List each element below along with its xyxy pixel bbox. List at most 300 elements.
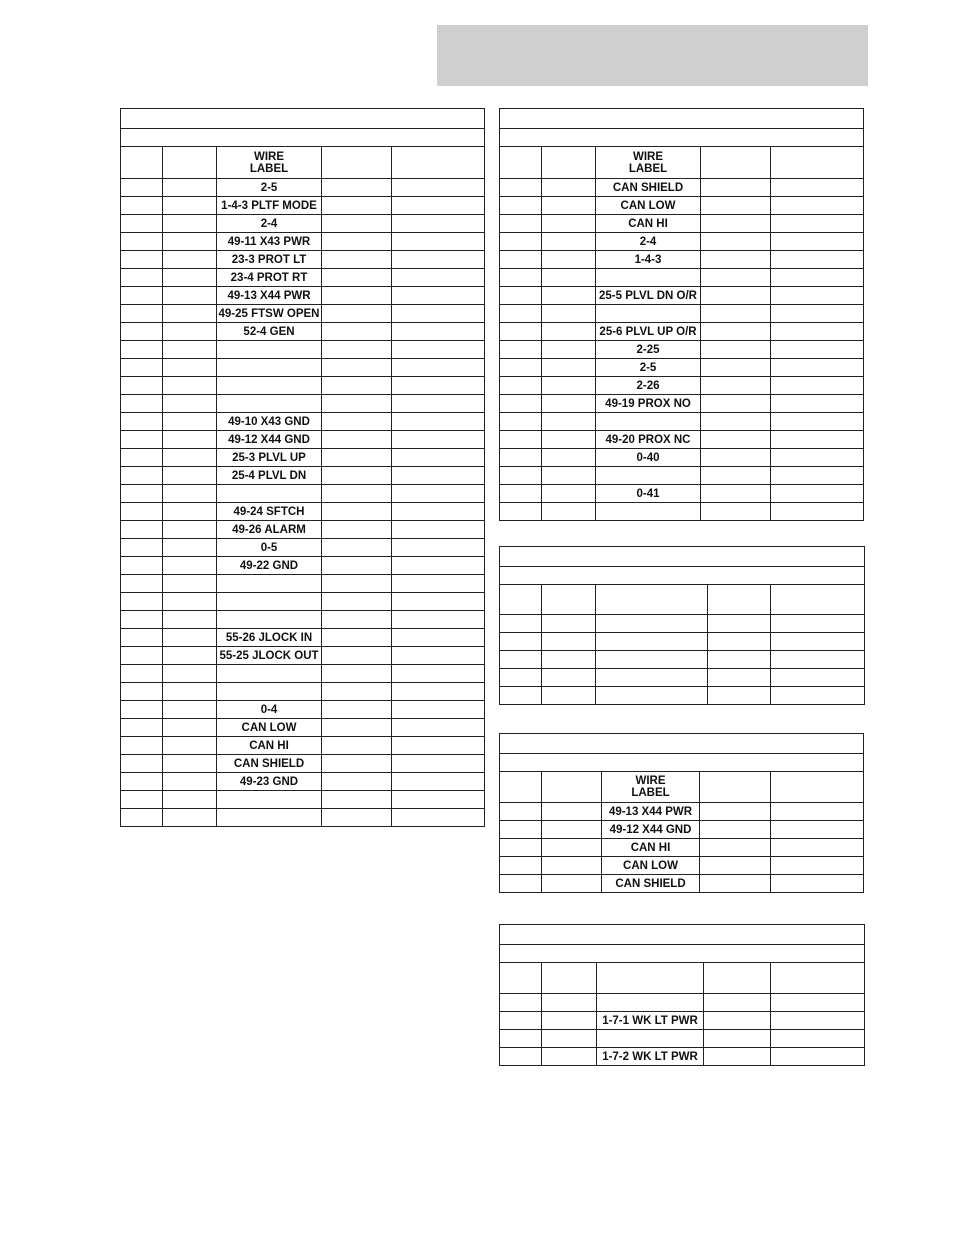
table-row [121, 287, 485, 305]
wire-label-cell: 49-12 X44 GND [217, 431, 322, 449]
empty-cell [771, 821, 864, 839]
wire-label-cell: 55-25 JLOCK OUT [217, 647, 322, 665]
empty-cell [392, 359, 485, 377]
empty-cell [121, 323, 163, 341]
empty-cell [542, 875, 602, 893]
empty-cell [542, 467, 596, 485]
empty-cell [542, 1012, 597, 1030]
empty-cell [121, 233, 163, 251]
wire-label-header [596, 147, 701, 179]
empty-cell [771, 359, 864, 377]
table-title-row [500, 754, 864, 772]
empty-cell [700, 803, 771, 821]
table-header-row [121, 147, 485, 179]
empty-cell [392, 773, 485, 791]
empty-cell [771, 857, 864, 875]
empty-cell [392, 287, 485, 305]
wire-label-cell: 1-7-2 WK LT PWR [597, 1048, 704, 1066]
table-row [500, 215, 864, 233]
empty-cell [121, 593, 163, 611]
empty-cell [542, 633, 596, 651]
wire-label-cell: CAN SHIELD [217, 755, 322, 773]
wire-label-cell: 49-12 X44 GND [602, 821, 700, 839]
wiring-table-right-2 [499, 546, 865, 705]
wire-label-cell: 49-19 PROX NO [596, 395, 701, 413]
wire-label-cell: 25-5 PLVL DN O/R [596, 287, 701, 305]
empty-cell [771, 179, 864, 197]
wire-label-cell: 2-25 [596, 341, 701, 359]
empty-cell [392, 395, 485, 413]
wire-label-cell: 49-26 ALARM [217, 521, 322, 539]
empty-cell [500, 839, 542, 857]
table-row [121, 233, 485, 251]
table-row [500, 1012, 865, 1030]
empty-cell [322, 251, 392, 269]
table-row [121, 251, 485, 269]
empty-cell [500, 615, 542, 633]
empty-cell [542, 341, 596, 359]
empty-cell [542, 287, 596, 305]
empty-cell [392, 449, 485, 467]
empty-cell [121, 467, 163, 485]
empty-cell [771, 341, 864, 359]
table-row [121, 593, 485, 611]
table-title-row [500, 945, 865, 963]
empty-cell [500, 687, 542, 705]
empty-cell [322, 557, 392, 575]
empty-cell [163, 575, 217, 593]
empty-cell [701, 377, 771, 395]
wire-label-cell [217, 395, 322, 413]
wire-label-header-line: LABEL [628, 162, 668, 175]
empty-cell [121, 521, 163, 539]
empty-cell [322, 539, 392, 557]
empty-cell [701, 449, 771, 467]
wire-label-cell [217, 377, 322, 395]
wire-label-cell [217, 359, 322, 377]
table-row [500, 233, 864, 251]
empty-cell [542, 377, 596, 395]
table-row [121, 359, 485, 377]
empty-cell [542, 1048, 597, 1066]
empty-cell [163, 629, 217, 647]
table-row [121, 179, 485, 197]
wire-label-cell [596, 687, 708, 705]
wire-label-cell: 2-5 [217, 179, 322, 197]
wire-label-cell [217, 611, 322, 629]
empty-cell [392, 719, 485, 737]
empty-cell [392, 431, 485, 449]
empty-cell [322, 305, 392, 323]
empty-cell [500, 1030, 542, 1048]
empty-cell [500, 377, 542, 395]
empty-cell [121, 287, 163, 305]
table-row [121, 395, 485, 413]
empty-cell [500, 233, 542, 251]
empty-cell [322, 413, 392, 431]
empty-cell [500, 251, 542, 269]
empty-cell [322, 773, 392, 791]
empty-cell [163, 611, 217, 629]
empty-cell [701, 503, 771, 521]
empty-cell [121, 647, 163, 665]
empty-cell [500, 1012, 542, 1030]
empty-cell [701, 179, 771, 197]
empty-cell [708, 633, 771, 651]
table-row [121, 341, 485, 359]
empty-cell [121, 377, 163, 395]
wire-label-cell: 49-25 FTSW OPEN [217, 305, 322, 323]
empty-cell [322, 683, 392, 701]
wire-label-header-line: WIRE [635, 775, 666, 787]
empty-cell [392, 467, 485, 485]
empty-cell [542, 994, 597, 1012]
wire-label-cell [217, 809, 322, 827]
empty-cell [163, 251, 217, 269]
table-row [500, 687, 865, 705]
wiring-table-left [120, 108, 485, 827]
empty-cell [163, 269, 217, 287]
table-row [121, 431, 485, 449]
wire-label-cell [596, 413, 701, 431]
empty-cell [121, 557, 163, 575]
empty-cell [163, 467, 217, 485]
empty-cell [500, 323, 542, 341]
empty-cell [163, 341, 217, 359]
empty-cell [121, 503, 163, 521]
wire-label-cell: 0-41 [596, 485, 701, 503]
empty-cell [392, 323, 485, 341]
wire-label-cell [596, 467, 701, 485]
empty-cell [700, 821, 771, 839]
empty-cell [121, 701, 163, 719]
empty-cell [701, 197, 771, 215]
empty-cell [771, 233, 864, 251]
empty-cell [392, 575, 485, 593]
empty-cell [542, 687, 596, 705]
empty-cell [542, 305, 596, 323]
empty-cell [542, 215, 596, 233]
empty-cell [392, 755, 485, 773]
table-row [121, 557, 485, 575]
empty-cell [121, 269, 163, 287]
wire-label-cell: 49-10 X43 GND [217, 413, 322, 431]
empty-cell [771, 1012, 865, 1030]
empty-cell [392, 341, 485, 359]
table-row [121, 197, 485, 215]
table-header-row [500, 147, 864, 179]
wire-label-cell: CAN HI [596, 215, 701, 233]
empty-cell [701, 269, 771, 287]
table-row [121, 575, 485, 593]
empty-cell [542, 669, 596, 687]
empty-cell [121, 341, 163, 359]
empty-cell [163, 791, 217, 809]
empty-cell [163, 287, 217, 305]
wire-label-cell: 49-13 X44 PWR [217, 287, 322, 305]
empty-cell [500, 215, 542, 233]
wire-label-cell: 49-20 PROX NC [596, 431, 701, 449]
wire-label-cell: 1-4-3 [596, 251, 701, 269]
empty-cell [322, 179, 392, 197]
wire-label-cell [217, 341, 322, 359]
wire-label-cell: 52-4 GEN [217, 323, 322, 341]
empty-cell [542, 615, 596, 633]
empty-cell [771, 431, 864, 449]
empty-cell [500, 305, 542, 323]
wire-label-cell [596, 305, 701, 323]
table-title-row [500, 925, 865, 945]
empty-cell [542, 359, 596, 377]
empty-cell [771, 1048, 865, 1066]
wire-label-cell [597, 1030, 704, 1048]
empty-cell [701, 359, 771, 377]
wire-label-cell: 49-24 SFTCH [217, 503, 322, 521]
wire-label-cell: 25-3 PLVL UP [217, 449, 322, 467]
wire-label-cell: CAN LOW [217, 719, 322, 737]
empty-cell [542, 233, 596, 251]
empty-cell [392, 269, 485, 287]
table-row [121, 377, 485, 395]
table-row [121, 629, 485, 647]
empty-cell [121, 683, 163, 701]
wire-label-header-line: WIRE [632, 150, 664, 163]
empty-cell [500, 857, 542, 875]
empty-cell [771, 323, 864, 341]
wire-label-cell: CAN LOW [596, 197, 701, 215]
empty-cell [771, 305, 864, 323]
table-row [500, 359, 864, 377]
table-row [121, 755, 485, 773]
table-title-row [500, 109, 864, 129]
empty-cell [121, 251, 163, 269]
table-row [500, 503, 864, 521]
empty-cell [121, 611, 163, 629]
table-header-row [500, 772, 864, 803]
wiring-table-right-3 [499, 733, 864, 893]
table-row [500, 839, 864, 857]
table-row [500, 615, 865, 633]
empty-cell [542, 485, 596, 503]
empty-cell [392, 629, 485, 647]
empty-cell [392, 593, 485, 611]
empty-cell [500, 413, 542, 431]
empty-cell [771, 839, 864, 857]
empty-cell [163, 431, 217, 449]
wire-label-cell: 55-26 JLOCK IN [217, 629, 322, 647]
empty-cell [701, 341, 771, 359]
empty-cell [771, 269, 864, 287]
empty-cell [392, 647, 485, 665]
wire-label-cell: 0-40 [596, 449, 701, 467]
wire-label-cell: 25-6 PLVL UP O/R [596, 323, 701, 341]
empty-cell [392, 503, 485, 521]
empty-cell [163, 215, 217, 233]
wire-label-header-line: LABEL [631, 787, 670, 799]
empty-cell [701, 485, 771, 503]
empty-cell [322, 341, 392, 359]
empty-cell [322, 737, 392, 755]
empty-cell [392, 701, 485, 719]
empty-cell [392, 611, 485, 629]
table-header-row [500, 585, 865, 615]
empty-cell [163, 557, 217, 575]
table-row [121, 737, 485, 755]
empty-cell [701, 323, 771, 341]
empty-cell [163, 485, 217, 503]
empty-cell [163, 413, 217, 431]
empty-cell [701, 215, 771, 233]
empty-cell [500, 269, 542, 287]
wire-label-cell: 2-5 [596, 359, 701, 377]
empty-cell [542, 503, 596, 521]
empty-cell [392, 215, 485, 233]
table-row [121, 719, 485, 737]
wire-label-header-line: WIRE [253, 150, 285, 163]
table-row [121, 503, 485, 521]
empty-cell [121, 791, 163, 809]
wire-label-cell [596, 503, 701, 521]
empty-cell [771, 287, 864, 305]
empty-cell [542, 839, 602, 857]
wire-label-cell: 2-4 [217, 215, 322, 233]
empty-cell [121, 413, 163, 431]
empty-cell [771, 485, 864, 503]
empty-cell [163, 755, 217, 773]
empty-cell [322, 647, 392, 665]
empty-cell [500, 431, 542, 449]
table-row [121, 683, 485, 701]
wire-label-header [217, 147, 322, 179]
empty-cell [322, 575, 392, 593]
empty-cell [500, 179, 542, 197]
empty-cell [163, 359, 217, 377]
empty-cell [392, 539, 485, 557]
table-row [121, 467, 485, 485]
empty-cell [322, 755, 392, 773]
table-row [121, 449, 485, 467]
empty-cell [542, 179, 596, 197]
wire-label-cell: 2-4 [596, 233, 701, 251]
table-row [500, 821, 864, 839]
empty-cell [500, 359, 542, 377]
table-row [121, 809, 485, 827]
empty-cell [322, 719, 392, 737]
table-row [121, 791, 485, 809]
empty-cell [704, 1030, 771, 1048]
empty-cell [500, 803, 542, 821]
empty-cell [700, 839, 771, 857]
wire-label-cell: 49-22 GND [217, 557, 322, 575]
wire-label-cell: 49-23 GND [217, 773, 322, 791]
empty-cell [163, 503, 217, 521]
table-header-row [500, 963, 865, 994]
empty-cell [500, 994, 542, 1012]
empty-cell [163, 737, 217, 755]
empty-cell [704, 994, 771, 1012]
table-row [500, 669, 865, 687]
empty-cell [121, 719, 163, 737]
table-row [500, 1030, 865, 1048]
empty-cell [771, 251, 864, 269]
wire-label-header-line: LABEL [249, 162, 289, 175]
empty-cell [322, 395, 392, 413]
wire-label-cell: CAN HI [217, 737, 322, 755]
empty-cell [542, 269, 596, 287]
empty-cell [322, 233, 392, 251]
empty-cell [542, 651, 596, 669]
empty-cell [500, 197, 542, 215]
empty-cell [500, 449, 542, 467]
empty-cell [542, 251, 596, 269]
empty-cell [163, 521, 217, 539]
empty-cell [163, 773, 217, 791]
table-row [121, 215, 485, 233]
wire-label-cell: 0-5 [217, 539, 322, 557]
wire-label-cell [217, 485, 322, 503]
empty-cell [392, 305, 485, 323]
empty-cell [771, 875, 864, 893]
empty-cell [542, 803, 602, 821]
table-row [500, 485, 864, 503]
empty-cell [392, 251, 485, 269]
empty-cell [121, 629, 163, 647]
empty-cell [163, 449, 217, 467]
empty-cell [771, 633, 865, 651]
wire-label-header [596, 585, 708, 615]
empty-cell [163, 305, 217, 323]
table-row [121, 305, 485, 323]
empty-cell [163, 377, 217, 395]
table-title-row [500, 129, 864, 147]
empty-cell [771, 215, 864, 233]
wire-label-cell: CAN SHIELD [596, 179, 701, 197]
wire-label-cell [217, 665, 322, 683]
wiring-table-right-4 [499, 924, 865, 1066]
wire-label-cell [217, 791, 322, 809]
table-row [121, 611, 485, 629]
empty-cell [163, 323, 217, 341]
empty-cell [392, 683, 485, 701]
wire-label-cell: 49-13 X44 PWR [602, 803, 700, 821]
empty-cell [392, 665, 485, 683]
empty-cell [392, 197, 485, 215]
empty-cell [542, 323, 596, 341]
empty-cell [163, 197, 217, 215]
empty-cell [542, 197, 596, 215]
empty-cell [121, 359, 163, 377]
empty-cell [771, 669, 865, 687]
wire-label-header [602, 772, 700, 803]
empty-cell [121, 305, 163, 323]
empty-cell [163, 395, 217, 413]
empty-cell [392, 809, 485, 827]
table-row [121, 485, 485, 503]
wire-label-cell [217, 593, 322, 611]
empty-cell [121, 449, 163, 467]
empty-cell [322, 359, 392, 377]
table-row [500, 651, 865, 669]
wire-label-cell [217, 683, 322, 701]
empty-cell [121, 395, 163, 413]
empty-cell [700, 857, 771, 875]
empty-cell [322, 449, 392, 467]
empty-cell [392, 377, 485, 395]
empty-cell [500, 395, 542, 413]
table-title-row [121, 129, 485, 147]
empty-cell [701, 467, 771, 485]
table-row [121, 269, 485, 287]
